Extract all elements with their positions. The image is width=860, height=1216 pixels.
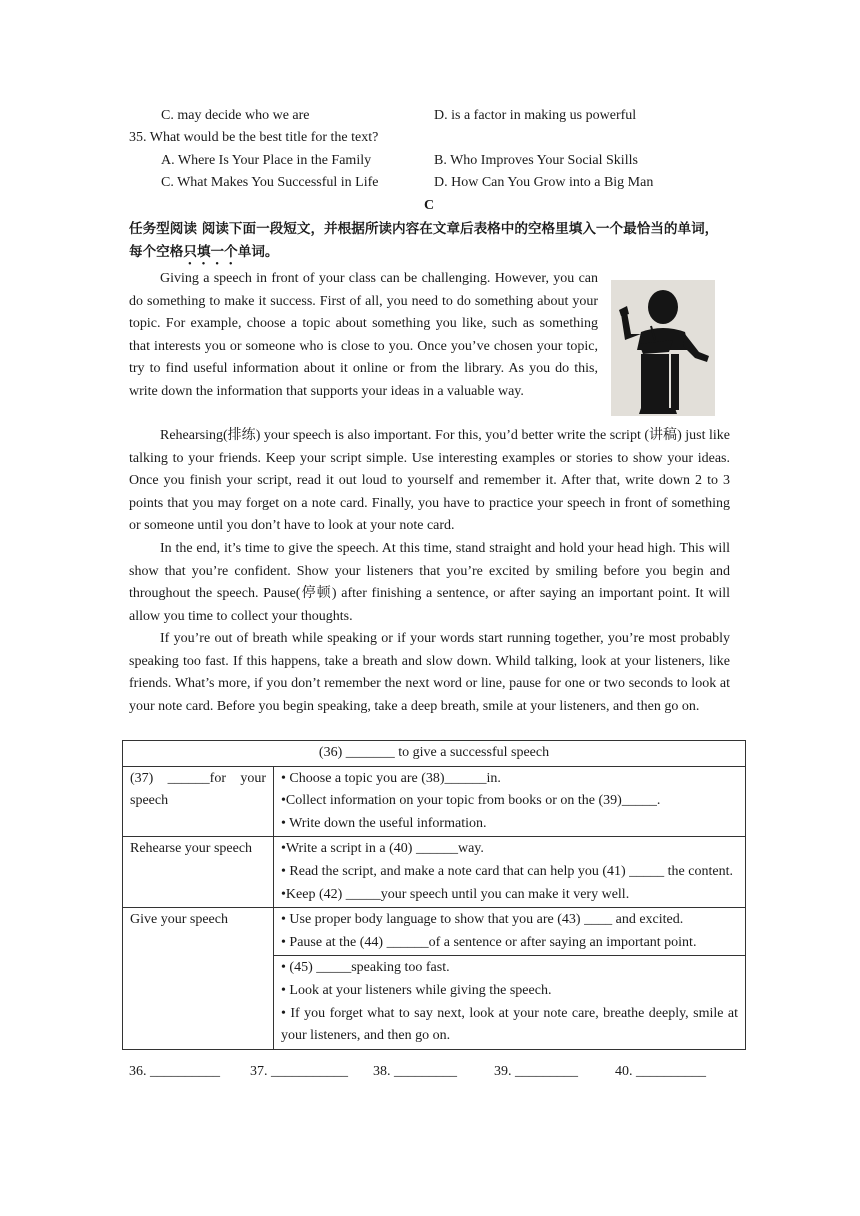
table-title-row — [123, 741, 746, 767]
answer-blanks — [0, 1062, 860, 1084]
table-item: • Use proper body language to show that you are (43) ____ and excited. — [281, 912, 684, 928]
q35-option-b: B. Who Improves Your Social Skills — [434, 153, 638, 168]
answer-blank-37: 37. ___________ — [250, 1064, 348, 1079]
passage-paragraph-3: In the end, it’s time to give the speech. At this time, stand straight and hold your head high. This will show that you’re confident. Show your listeners that you’re excited by smiling before you begin and throughout the speech. Pause(停顿) after finishing a sentence, or after saying an important point. It will allow you time to collect your thoughts. — [129, 541, 730, 624]
row-label: (37) ______for your speech — [123, 766, 274, 837]
row-content — [274, 766, 746, 837]
answer-blank-40: 40. __________ — [615, 1064, 706, 1079]
q35-option-d: D. How Can You Grow into a Big Man — [434, 175, 654, 190]
table-item: •Collect information on your topic from books or on the (39)_____. — [281, 793, 661, 809]
q34-option-d: D. is a factor in making us powerful — [434, 108, 637, 123]
table-title: (36) _______ to give a successful speech — [123, 741, 746, 767]
passage-paragraph-1: Giving a speech in front of your class can be challenging. However, you can do something to make it success. First of all, you need to do something about your topic. For example, choose a topic about something you like, such as something that interests you or someone who is close to you. Once you’ve chosen your topic, try to find useful information about it online or from the library. As you do this, write down the information that supports your ideas in a valuable way. — [129, 271, 598, 399]
table-item: • (45) _____speaking too fast. — [281, 960, 450, 976]
row-label: Give your speech — [123, 908, 274, 1050]
table-item: • Look at your listeners while giving the speech. — [281, 982, 552, 998]
q35-option-a: A. Where Is Your Place in the Family — [161, 153, 372, 168]
speaker-at-podium-icon — [611, 280, 715, 416]
table-item: •Write a script in a (40) ______way. — [281, 841, 484, 857]
passage-paragraph-4: If you’re out of breath while speaking or if your words start running together, you’re most probably speaking too fast. If this happens, take a breath and slow down. Whild talking, look at your listeners, like friends. What’s more, if you don’t remember the next word or line, pause for one or two seconds to look at your note card. Before you begin speaking, take a deep breath, smile at your listeners, and then go on. — [129, 631, 730, 714]
row-content — [274, 956, 746, 1049]
passage-paragraph-2: Rehearsing(排练) your speech is also important. For this, you’d better write the script (讲稿) just like talking to your friends. Keep your script simple. Use interesting examples or stories to show your ideas. Once you finish your script, read it out loud to yourself and remember it. After that, write down 2 to 3 points that you may forget on a note card. Finally, you have to practice your speech in front of something or someone until you don’t have to look at your note card. — [129, 428, 730, 534]
section-instruction — [129, 218, 730, 268]
row-content — [274, 837, 746, 908]
table-row — [123, 908, 746, 956]
instruction-emphasis: 只填一个 — [183, 244, 238, 260]
instruction-text-1: 任务型阅读 阅读下面一段短文，并根据所读内容在文章后表格中的空格里填入一个最恰当的单词，每个空格 — [129, 221, 719, 260]
q34-option-c: C. may decide who we are — [161, 108, 310, 123]
q35-question: 35. What would be the best title for the text? — [129, 130, 379, 145]
table-item: • Write down the useful information. — [281, 815, 487, 831]
row-label: Rehearse your speech — [123, 837, 274, 908]
table-item: • If you forget what to say next, look at your note care, breathe deeply, smile at your listeners, and then go on. — [281, 1005, 739, 1044]
table-item: • Read the script, and make a note card that can help you (41) _____ the content. — [281, 863, 733, 879]
table-item: • Pause at the (44) ______of a sentence or after saying an important point. — [281, 934, 697, 950]
answer-blank-36: 36. __________ — [129, 1064, 220, 1079]
table-row — [123, 766, 746, 837]
answer-blank-38: 38. _________ — [373, 1064, 457, 1079]
answer-blank-39: 39. _________ — [494, 1064, 578, 1079]
instruction-text-2: 单词。 — [237, 244, 279, 260]
table-row — [123, 837, 746, 908]
table-item: • Choose a topic you are (38)______in. — [281, 770, 501, 786]
task-table — [122, 740, 746, 1050]
speaker-figure — [611, 280, 715, 416]
q35-option-c: C. What Makes You Successful in Life — [161, 175, 379, 190]
table-item: •Keep (42) _____your speech until you can make it very well. — [281, 886, 630, 902]
row-content — [274, 908, 746, 956]
section-letter: C — [424, 198, 435, 213]
